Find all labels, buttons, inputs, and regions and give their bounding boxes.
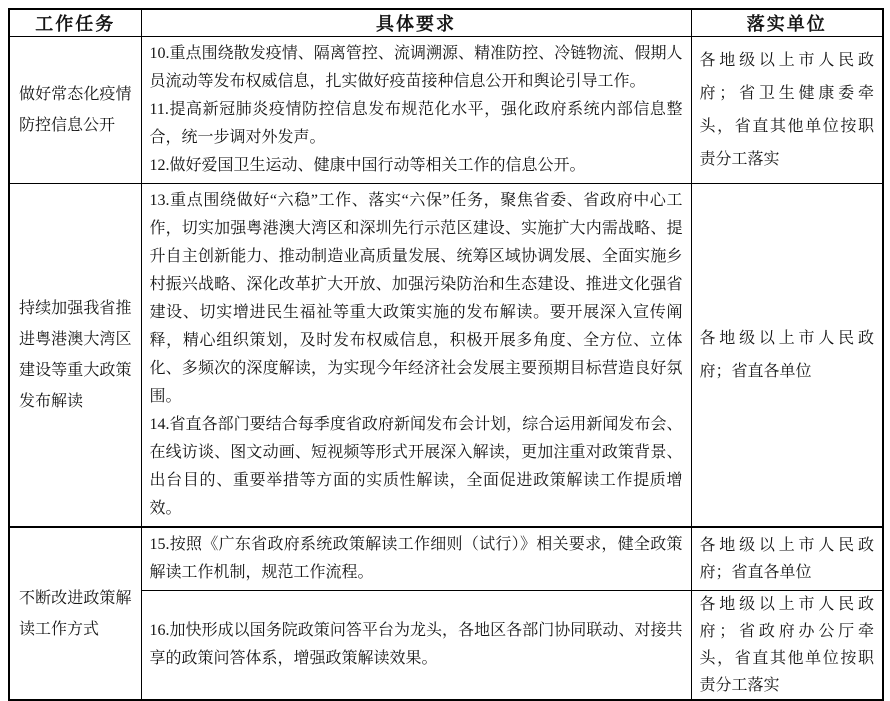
- requirements-cell: [141, 184, 691, 528]
- work-plan-table: [8, 8, 884, 701]
- requirement-item: 14.省直各部门要结合每季度省政府新闻发布会计划，综合运用新闻发布会、在线访谈、图文动画、短视频等形式开展深入解读，更加注重对政策背景、出台目的、重要举措等方面的实质性解读，全面促进政策解读工作提质增效。: [149, 416, 683, 517]
- unit-cell: 各地级以上市人民政府；省卫生健康委牵头，省直其他单位按职责分工落实: [691, 37, 883, 184]
- unit-cell: 各地级以上市人民政府；省政府办公厅牵头，省直其他单位按职责分工落实: [691, 591, 883, 701]
- requirements-cell: [141, 37, 691, 184]
- table-row: [9, 184, 883, 528]
- requirement-item: 15.按照《广东省政府系统政策解读工作细则（试行）》相关要求，健全政策解读工作机制，规范工作流程。: [149, 536, 683, 581]
- table-row: [9, 527, 883, 591]
- requirement-item: 12.做好爱国卫生运动、健康中国行动等相关工作的信息公开。: [149, 157, 586, 174]
- table-row: [9, 591, 883, 701]
- task-cell: 不断改进政策解读工作方式: [9, 527, 141, 700]
- task-cell: 做好常态化疫情防控信息公开: [9, 37, 141, 184]
- header-cell-task: 工作任务: [9, 9, 141, 37]
- table-row: [9, 37, 883, 184]
- requirement-item: 16.加快形成以国务院政策问答平台为龙头，各地区各部门协同联动、对接共享的政策问答体系，增强政策解读效果。: [149, 622, 683, 667]
- header-row: [9, 9, 883, 37]
- header-cell-unit: 落实单位: [691, 9, 883, 37]
- requirement-item: 10.重点围绕散发疫情、隔离管控、流调溯源、精准防控、冷链物流、假期人员流动等发布权威信息，扎实做好疫苗接种信息公开和舆论引导工作。: [149, 45, 683, 90]
- requirements-cell: [141, 527, 691, 591]
- requirements-cell: [141, 591, 691, 701]
- requirement-item: 11.提高新冠肺炎疫情防控信息发布规范化水平，强化政府系统内部信息整合，统一步调对外发声。: [149, 101, 683, 146]
- requirement-item: 13.重点围绕做好“六稳”工作、落实“六保”任务，聚焦省委、省政府中心工作，切实加强粤港澳大湾区和深圳先行示范区建设、实施扩大内需战略、提升自主创新能力、推动制造业高质量发展、统筹区域协调发展、全面实施乡村振兴战略、深化改革扩大开放、加强污染防治和生态建设、推进文化强省建设、切实增进民生福祉等重大政策实施的发布解读。要开展深入宣传阐释，精心组织策划，及时发布权威信息，积极开展多角度、全方位、立体化、多频次的深度解读，为实现今年经济社会发展主要预期目标营造良好氛围。: [149, 192, 683, 405]
- task-cell: 持续加强我省推进粤港澳大湾区建设等重大政策发布解读: [9, 184, 141, 528]
- unit-cell: 各地级以上市人民政府；省直各单位: [691, 184, 883, 528]
- header-cell-requirements: 具体要求: [141, 9, 691, 37]
- unit-cell: 各地级以上市人民政府；省直各单位: [691, 527, 883, 591]
